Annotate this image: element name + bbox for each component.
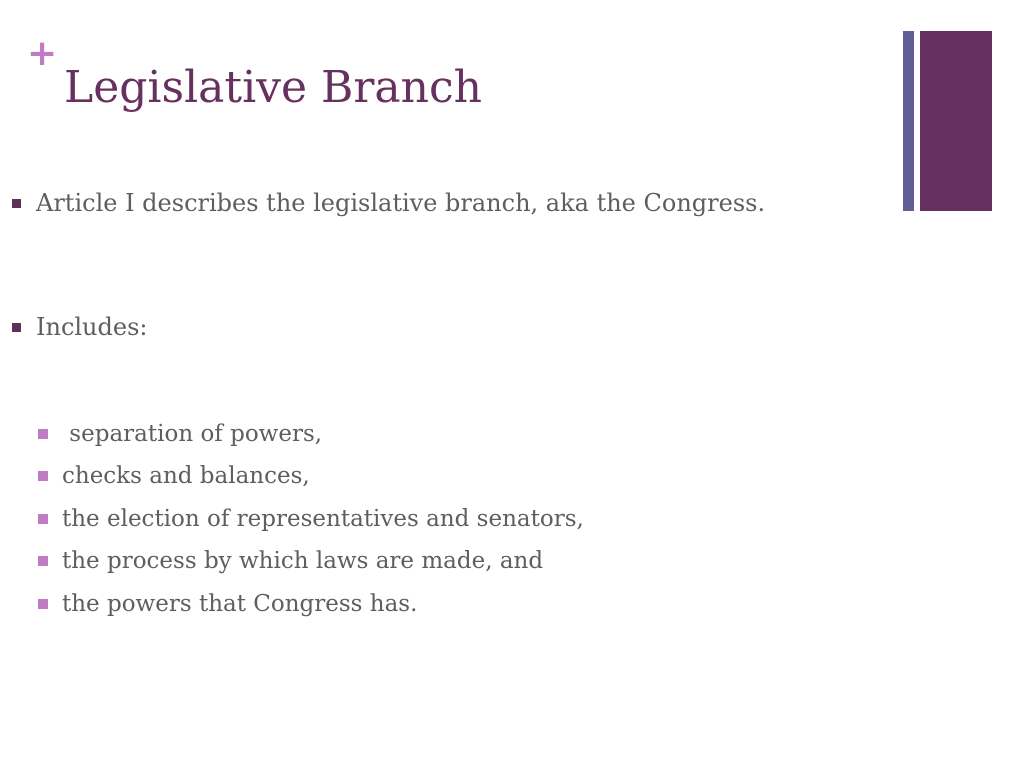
square-bullet-icon <box>38 471 48 481</box>
square-bullet-icon <box>38 556 48 566</box>
accent-bar-wide <box>920 31 992 211</box>
sub-bullet-election <box>38 504 584 534</box>
plus-icon: + <box>27 33 58 74</box>
square-bullet-icon <box>38 514 48 524</box>
square-bullet-icon <box>12 199 21 208</box>
sub-bullet-text: the process by which laws are made, and <box>62 548 544 574</box>
sub-bullet-checks-and-balances <box>38 461 310 491</box>
sub-bullet-law-process <box>38 546 543 576</box>
square-bullet-icon <box>38 599 48 609</box>
accent-bar-thin <box>903 31 914 211</box>
square-bullet-icon <box>38 429 48 439</box>
sub-bullet-text: the election of representatives and senators, <box>62 506 584 532</box>
sub-bullet-text: the powers that Congress has. <box>62 591 418 617</box>
bullet-text: Article I describes the legislative branch, aka the Congress. <box>36 189 766 217</box>
sub-bullet-separation-of-powers <box>38 419 322 449</box>
square-bullet-icon <box>12 323 21 332</box>
bullet-includes <box>12 311 147 343</box>
bullet-text: Includes: <box>36 313 148 341</box>
sub-bullet-text: checks and balances, <box>62 463 310 489</box>
sub-bullet-congress-powers <box>38 589 417 619</box>
sub-bullet-text: separation of powers, <box>62 421 323 447</box>
slide-title: Legislative Branch <box>64 62 482 113</box>
bullet-article-one <box>12 187 765 219</box>
